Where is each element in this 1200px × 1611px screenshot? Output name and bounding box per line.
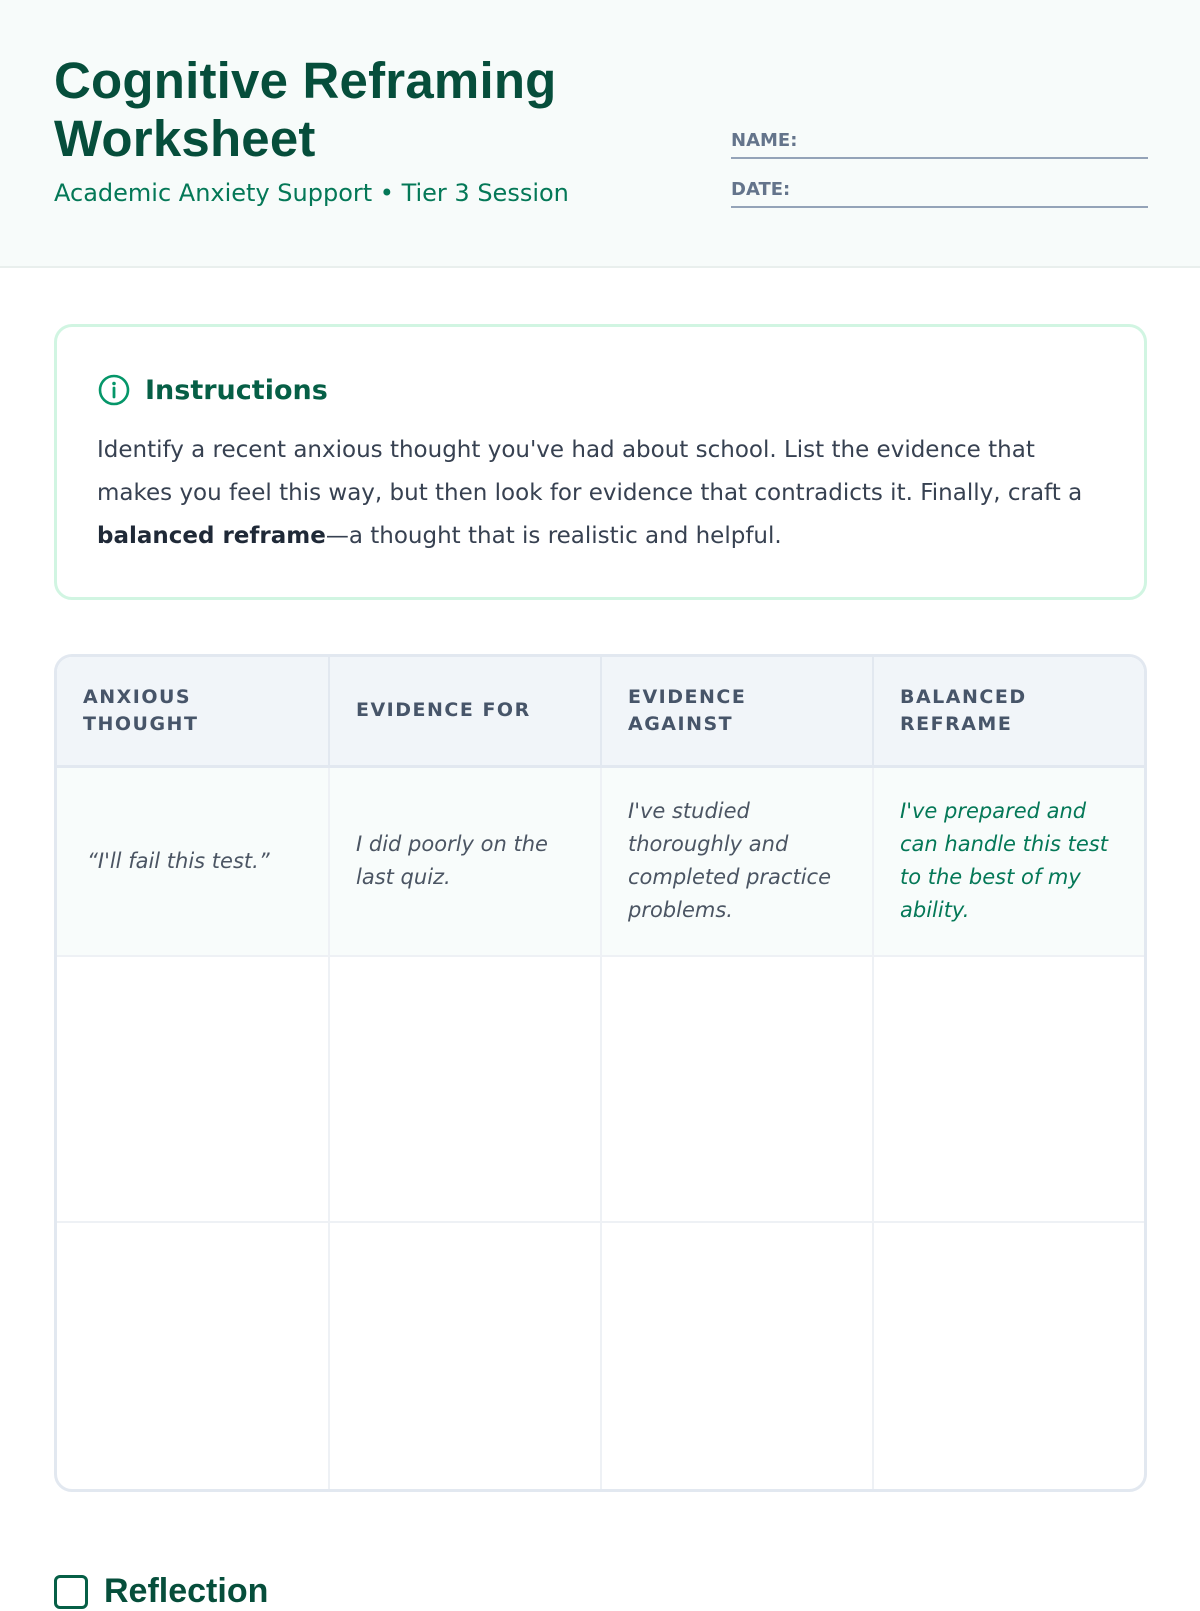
header-evidence-against: EVIDENCE AGAINST	[601, 657, 873, 766]
evidence-for-cell[interactable]	[329, 956, 601, 1222]
anxious-thought-cell[interactable]	[57, 1222, 329, 1492]
instructions-text-bold: balanced reframe	[97, 523, 326, 549]
example-evidence-against: I've studied thoroughly and completed practice problems.	[601, 766, 873, 956]
instructions-heading	[97, 373, 328, 407]
instructions-text-end: —a thought that is realistic and helpful.	[325, 523, 782, 549]
example-evidence-for: I did poorly on the last quiz.	[329, 766, 601, 956]
example-balanced-reframe: I've prepared and can handle this test to the best of my ability.	[873, 766, 1144, 956]
name-field[interactable]	[731, 130, 1148, 159]
page-title: Cognitive Reframing Worksheet	[54, 52, 557, 167]
info-icon	[97, 373, 131, 407]
page-subtitle: Academic Anxiety Support • Tier 3 Session	[54, 179, 569, 207]
anxious-thought-cell[interactable]	[57, 956, 329, 1222]
date-label: DATE:	[731, 179, 791, 200]
table-row	[57, 956, 1144, 1222]
header-anxious-thought: ANXIOUS THOUGHT	[57, 657, 329, 766]
name-label: NAME:	[731, 130, 798, 151]
header-balanced-reframe: BALANCED REFRAME	[873, 657, 1144, 766]
reframing-table	[54, 654, 1147, 1492]
balanced-reframe-cell[interactable]	[873, 1222, 1144, 1492]
reflection-heading	[54, 1572, 268, 1611]
instructions-title: Instructions	[145, 374, 328, 406]
evidence-against-cell[interactable]	[601, 1222, 873, 1492]
table-header-row	[57, 657, 1144, 766]
table-row	[57, 1222, 1144, 1492]
reflection-title: Reflection	[104, 1572, 269, 1610]
balanced-reframe-cell[interactable]	[873, 956, 1144, 1222]
instructions-text-start: Identify a recent anxious thought you've had about school. List the evidence that makes you feel this way, but then look for evidence that contradicts it. Finally, craft a	[97, 437, 1083, 506]
instructions-card	[54, 324, 1147, 600]
header-evidence-for: EVIDENCE FOR	[329, 657, 601, 766]
instructions-text	[97, 429, 1107, 558]
example-anxious-thought: “I'll fail this test.”	[57, 766, 329, 956]
date-field[interactable]	[731, 179, 1148, 208]
evidence-for-cell[interactable]	[329, 1222, 601, 1492]
worksheet-header	[0, 0, 1200, 268]
checkbox-icon	[54, 1575, 88, 1609]
evidence-against-cell[interactable]	[601, 956, 873, 1222]
example-row	[57, 766, 1144, 956]
